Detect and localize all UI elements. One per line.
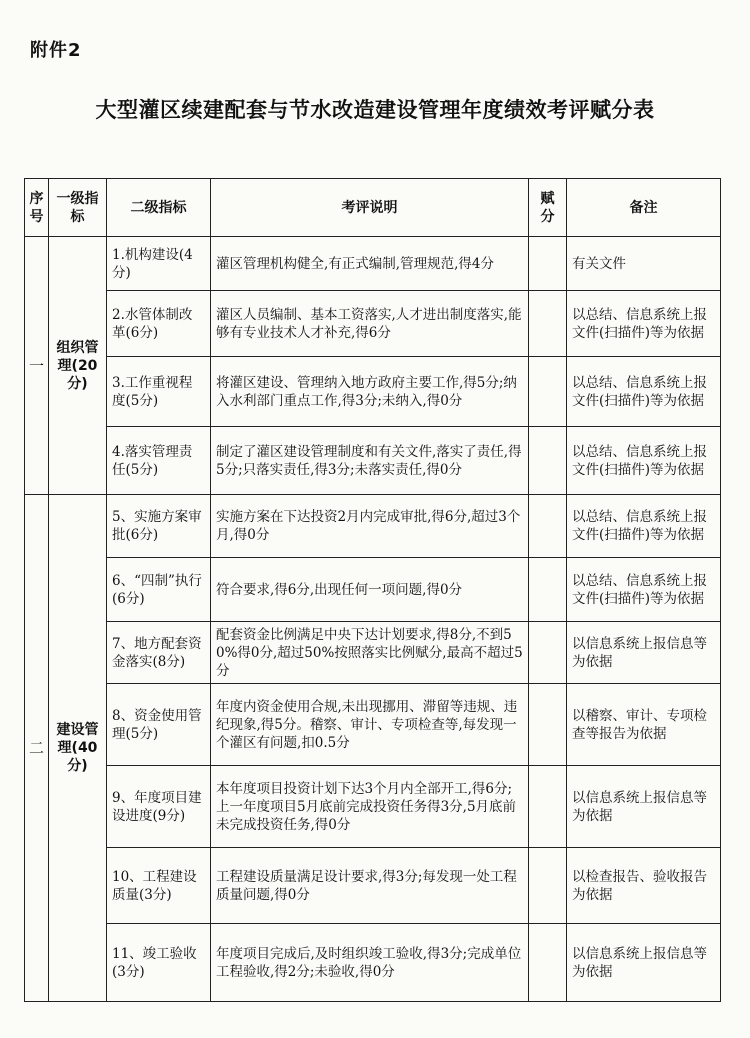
level2-indicator: 7、地方配套资金落实(8分) — [107, 622, 211, 684]
level2-indicator: 9、年度项目建设进度(9分) — [107, 766, 211, 848]
remark-cell: 以总结、信息系统上报文件(扫描件)等为依据 — [567, 427, 721, 495]
table-row — [25, 766, 721, 848]
group-seq: 二 — [25, 495, 49, 1002]
header-seq: 序号 — [25, 179, 49, 237]
table-row — [25, 357, 721, 427]
evaluation-description: 工程建设质量满足设计要求,得3分;每发现一处工程质量问题,得0分 — [211, 848, 529, 924]
remark-cell: 以信息系统上报信息等为依据 — [567, 622, 721, 684]
score-cell[interactable] — [529, 237, 567, 291]
evaluation-description: 符合要求,得6分,出现任何一项问题,得0分 — [211, 558, 529, 622]
table-row — [25, 427, 721, 495]
table-row — [25, 495, 721, 558]
remark-cell: 以信息系统上报信息等为依据 — [567, 766, 721, 848]
score-table — [24, 178, 721, 1002]
score-cell[interactable] — [529, 924, 567, 1002]
level2-indicator: 10、工程建设质量(3分) — [107, 848, 211, 924]
level2-indicator: 3.工作重视程度(5分) — [107, 357, 211, 427]
evaluation-description: 本年度项目投资计划下达3个月内全部开工,得6分;上一年度项目5月底前完成投资任务得3分,5月底前未完成投资任务,得0分 — [211, 766, 529, 848]
evaluation-description: 将灌区建设、管理纳入地方政府主要工作,得5分;纳入水利部门重点工作,得3分;未纳入,得0分 — [211, 357, 529, 427]
score-cell[interactable] — [529, 684, 567, 766]
score-cell[interactable] — [529, 357, 567, 427]
evaluation-description: 年度项目完成后,及时组织竣工验收,得3分;完成单位工程验收,得2分;未验收,得0分 — [211, 924, 529, 1002]
remark-cell: 以总结、信息系统上报文件(扫描件)等为依据 — [567, 495, 721, 558]
score-cell[interactable] — [529, 291, 567, 357]
level2-indicator: 11、竣工验收(3分) — [107, 924, 211, 1002]
table-row — [25, 237, 721, 291]
table-row — [25, 924, 721, 1002]
evaluation-description: 灌区人员编制、基本工资落实,人才进出制度落实,能够有专业技术人才补充,得6分 — [211, 291, 529, 357]
score-cell[interactable] — [529, 495, 567, 558]
level1-indicator: 建设管理(40分) — [49, 495, 107, 1002]
evaluation-description: 实施方案在下达投资2月内完成审批,得6分,超过3个月,得0分 — [211, 495, 529, 558]
remark-cell: 以总结、信息系统上报文件(扫描件)等为依据 — [567, 291, 721, 357]
header-score: 赋分 — [529, 179, 567, 237]
level1-indicator: 组织管理(20分) — [49, 237, 107, 495]
attachment-label: 附件2 — [30, 40, 82, 61]
level2-indicator: 6、“四制”执行(6分) — [107, 558, 211, 622]
page-title: 大型灌区续建配套与节水改造建设管理年度绩效考评赋分表 — [95, 98, 655, 122]
score-cell[interactable] — [529, 848, 567, 924]
remark-cell: 以检查报告、验收报告为依据 — [567, 848, 721, 924]
level2-indicator: 2.水管体制改革(6分) — [107, 291, 211, 357]
score-cell[interactable] — [529, 766, 567, 848]
remark-cell: 有关文件 — [567, 237, 721, 291]
level2-indicator: 8、资金使用管理(5分) — [107, 684, 211, 766]
remark-cell: 以总结、信息系统上报文件(扫描件)等为依据 — [567, 357, 721, 427]
level2-indicator: 5、实施方案审批(6分) — [107, 495, 211, 558]
evaluation-description: 灌区管理机构健全,有正式编制,管理规范,得4分 — [211, 237, 529, 291]
header-row — [25, 179, 721, 237]
level2-indicator: 1.机构建设(4分) — [107, 237, 211, 291]
remark-cell: 以总结、信息系统上报文件(扫描件)等为依据 — [567, 558, 721, 622]
table-row — [25, 622, 721, 684]
score-cell[interactable] — [529, 622, 567, 684]
evaluation-description: 年度内资金使用合规,未出现挪用、滞留等违规、违纪现象,得5分。稽察、审计、专项检查等,每发现一个灌区有问题,扣0.5分 — [211, 684, 529, 766]
header-level2: 二级指标 — [107, 179, 211, 237]
evaluation-description: 制定了灌区建设管理制度和有关文件,落实了责任,得5分;只落实责任,得3分;未落实责任,得0分 — [211, 427, 529, 495]
header-desc: 考评说明 — [211, 179, 529, 237]
header-remark: 备注 — [567, 179, 721, 237]
table-row — [25, 291, 721, 357]
remark-cell: 以稽察、审计、专项检查等报告为依据 — [567, 684, 721, 766]
header-level1: 一级指标 — [49, 179, 107, 237]
remark-cell: 以信息系统上报信息等为依据 — [567, 924, 721, 1002]
table-row — [25, 558, 721, 622]
score-cell[interactable] — [529, 427, 567, 495]
level2-indicator: 4.落实管理责任(5分) — [107, 427, 211, 495]
table-row — [25, 848, 721, 924]
table-row — [25, 684, 721, 766]
score-cell[interactable] — [529, 558, 567, 622]
group-seq: 一 — [25, 237, 49, 495]
evaluation-description: 配套资金比例满足中央下达计划要求,得8分,不到50%得0分,超过50%按照落实比例赋分,最高不超过5分 — [211, 622, 529, 684]
